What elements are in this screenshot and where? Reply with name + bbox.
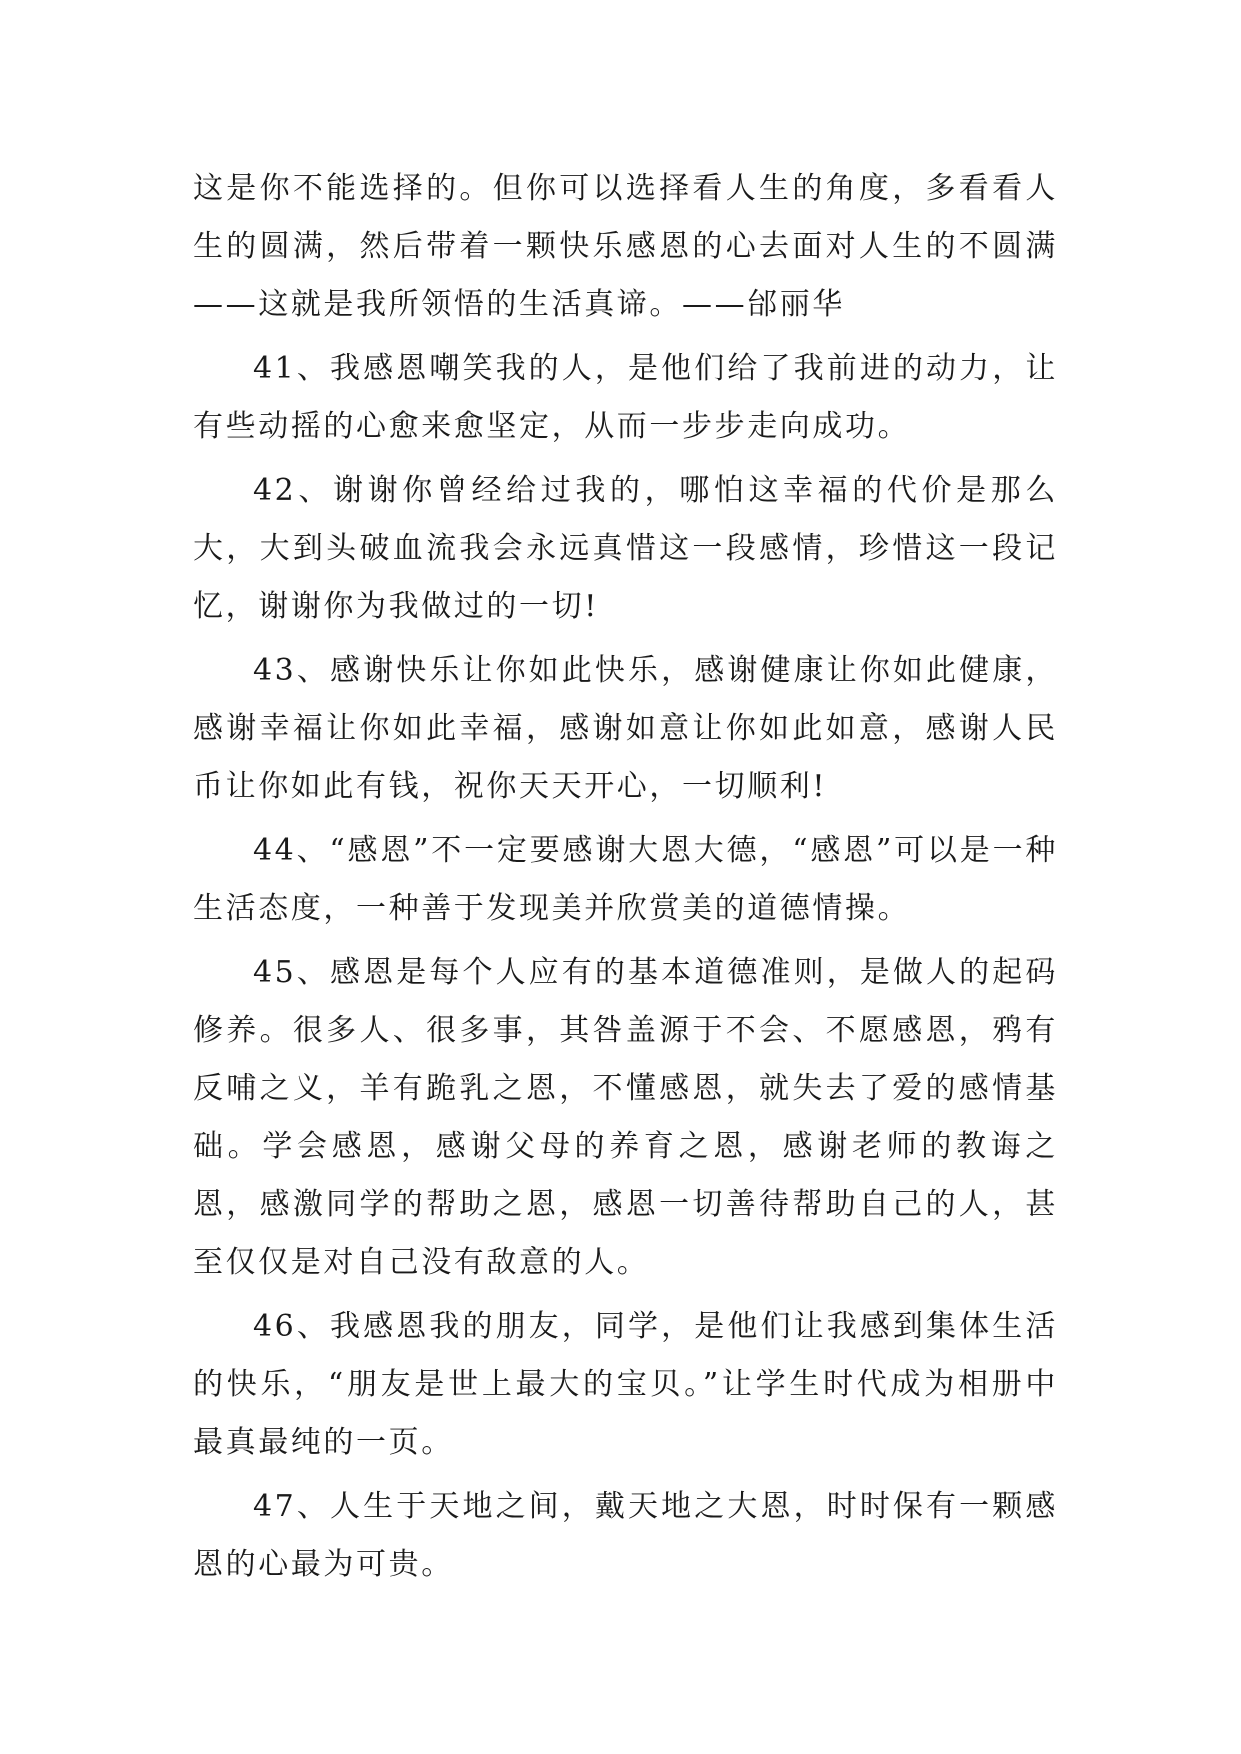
paragraph-47: 47、人生于天地之间，戴天地之大恩，时时保有一颗感恩的心最为可贵。 [193,1489,1058,1582]
paragraph-44: 44、“感恩”不一定要感谢大恩大德，“感恩”可以是一种生活态度，一种善于发现美并欣赏美的道德情操。 [193,833,1058,926]
paragraph-continuation: 这是你不能选择的。但你可以选择看人生的角度，多看看人生的圆满，然后带着一颗快乐感恩的心去面对人生的不圆满——这就是我所领悟的生活真谛。——邰丽华 [193,171,1058,322]
paragraph-41: 41、我感恩嘲笑我的人，是他们给了我前进的动力，让有些动摇的心愈来愈坚定，从而一步步走向成功。 [193,351,1058,444]
paragraph-42: 42、谢谢你曾经给过我的，哪怕这幸福的代价是那么大，大到头破血流我会永远真惜这一段感情，珍惜这一段记忆，谢谢你为我做过的一切! [193,473,1058,624]
paragraph-43: 43、感谢快乐让你如此快乐，感谢健康让你如此健康，感谢幸福让你如此幸福，感谢如意让你如此如意，感谢人民币让你如此有钱，祝你天天开心，一切顺利! [193,653,1058,804]
paragraph-45: 45、感恩是每个人应有的基本道德准则，是做人的起码修养。很多人、很多事，其咎盖源于不会、不愿感恩，鸦有反哺之义，羊有跪乳之恩，不懂感恩，就失去了爱的感情基础。学会感恩，感谢父母的养育之恩，感谢老师的教诲之恩，感激同学的帮助之恩，感恩一切善待帮助自己的人，甚至仅仅是对自己没有敌意的人。 [193,955,1058,1280]
document-body [193,160,1058,1600]
paragraph-46: 46、我感恩我的朋友，同学，是他们让我感到集体生活的快乐，“朋友是世上最大的宝贝。”让学生时代成为相册中最真最纯的一页。 [193,1309,1058,1460]
